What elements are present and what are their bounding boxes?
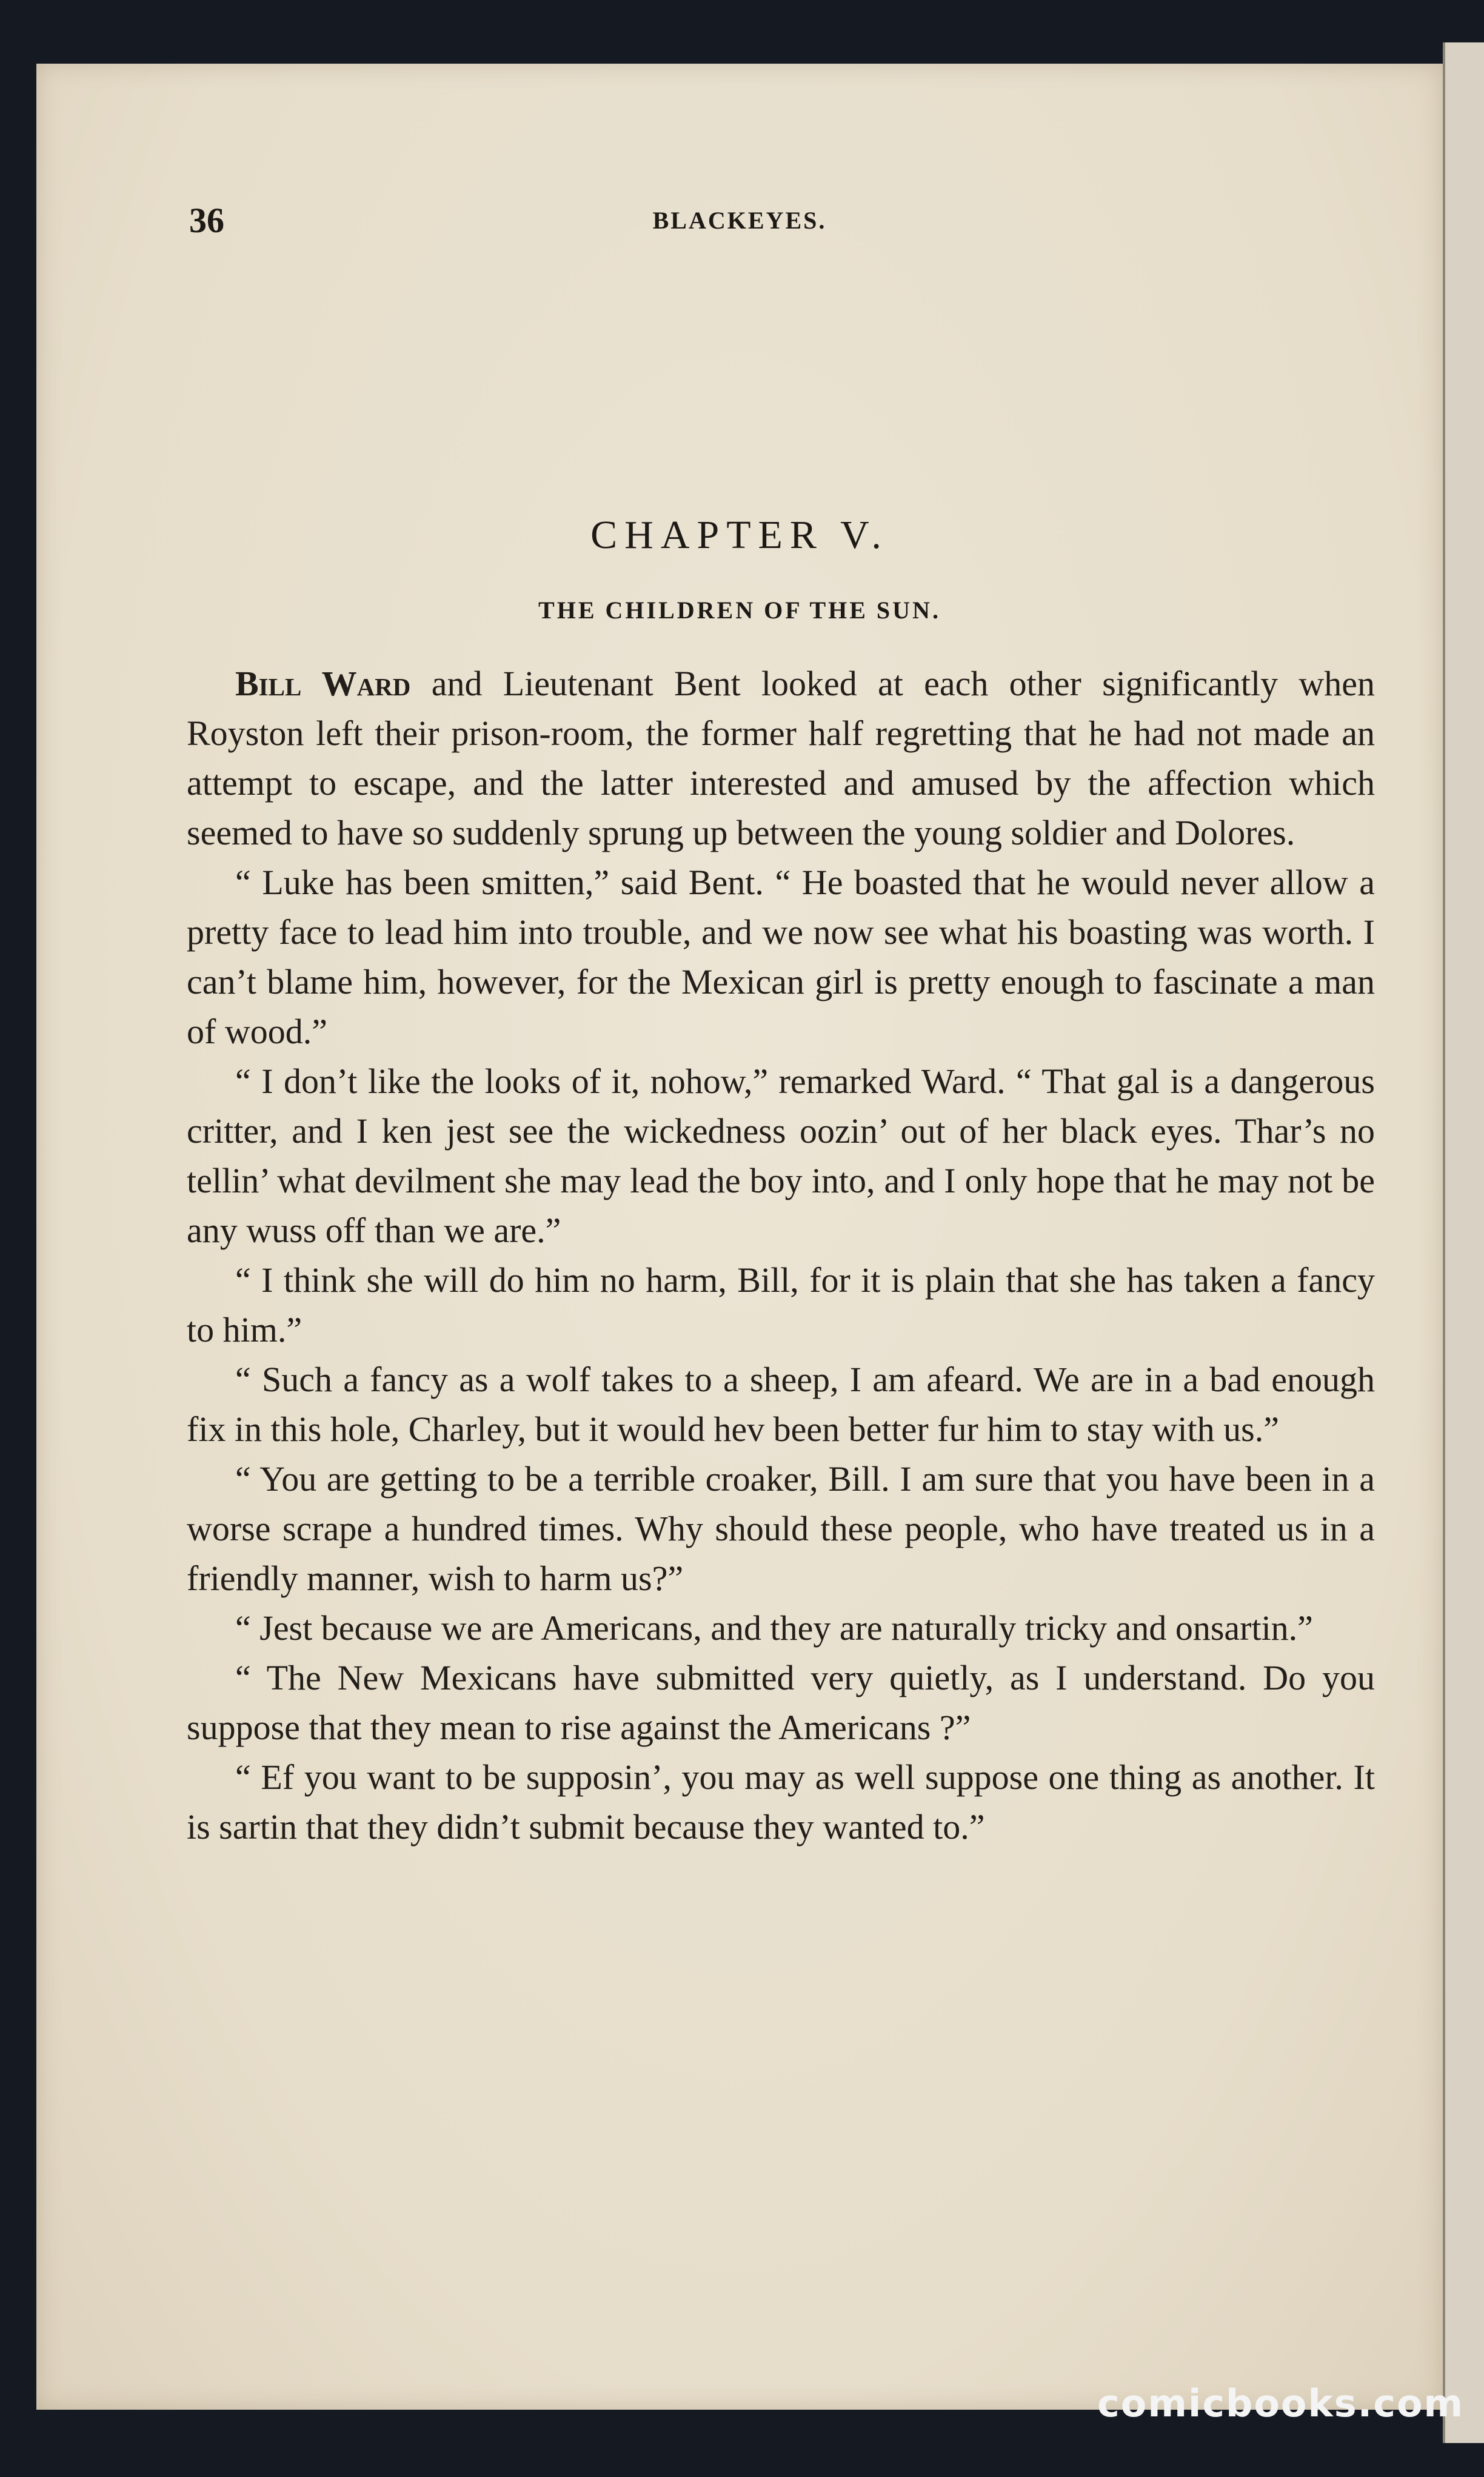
paragraph: “ The New Mexicans have submitted very quietly, as I understand. Do you suppose that they mean to rise against the Americans ?” <box>187 1658 1375 1747</box>
chapter-subtitle: THE CHILDREN OF THE SUN. <box>538 597 941 624</box>
paragraph: “ Luke has been smitten,” said Bent. “ He boasted that he would never allow a pretty face to lead him into trouble, and we now see what his boasting was worth. I can’t blame him, however, for the Mexican girl is pretty enough to fascinate a man of wood.” <box>187 863 1375 1051</box>
opening-small-caps: Bill Ward <box>235 664 411 703</box>
paragraph: “ Such a fancy as a wolf takes to a sheep, I am afeard. We are in a bad enough fix in this hole, Charley, but it would hev been better fur him to stay with us.” <box>187 1360 1375 1449</box>
paragraph: “ You are getting to be a terrible croaker, Bill. I am sure that you have been in a worse scrape a hundred times. Why should these people, who have treated us in a friendly manner, wish to harm us?” <box>187 1459 1375 1598</box>
paragraph: “ I don’t like the looks of it, nohow,” remarked Ward. “ That gal is a dangerous critter, and I ken jest see the wickedness oozin’ out of her black eyes. Thar’s no tellin’ what devilment she may lead the boy into, and I only hope that he may not be any wuss off than we are.” <box>187 1061 1375 1250</box>
page-header <box>36 200 1443 249</box>
paragraph <box>187 659 1375 858</box>
chapter-title: CHAPTER V. <box>590 513 889 557</box>
body-text <box>187 659 1375 1852</box>
book-page <box>36 64 1443 2410</box>
paragraph: “ Jest because we are Americans, and they are naturally tricky and onsartin.” <box>235 1608 1313 1648</box>
adjacent-page-edge <box>1443 42 1484 2443</box>
paragraph-text: and Lieutenant Bent looked at each other significantly when Royston left their prison-room, the former half regretting that he had not made an attempt to escape, and the latter interested and amused by the affection which seemed to have so suddenly sprung up between the young soldier and Dolores. <box>187 664 1375 852</box>
watermark: comicbooks.com <box>1097 2381 1465 2425</box>
paragraph: “ Ef you want to be supposin’, you may as well suppose one thing as another. It is sartin that they didn’t submit because they wanted to.” <box>187 1757 1375 1847</box>
page-number: 36 <box>189 201 224 240</box>
paragraph: “ I think she will do him no harm, Bill, for it is plain that she has taken a fancy to him.” <box>187 1260 1375 1349</box>
running-head: BLACKEYES. <box>652 207 827 234</box>
